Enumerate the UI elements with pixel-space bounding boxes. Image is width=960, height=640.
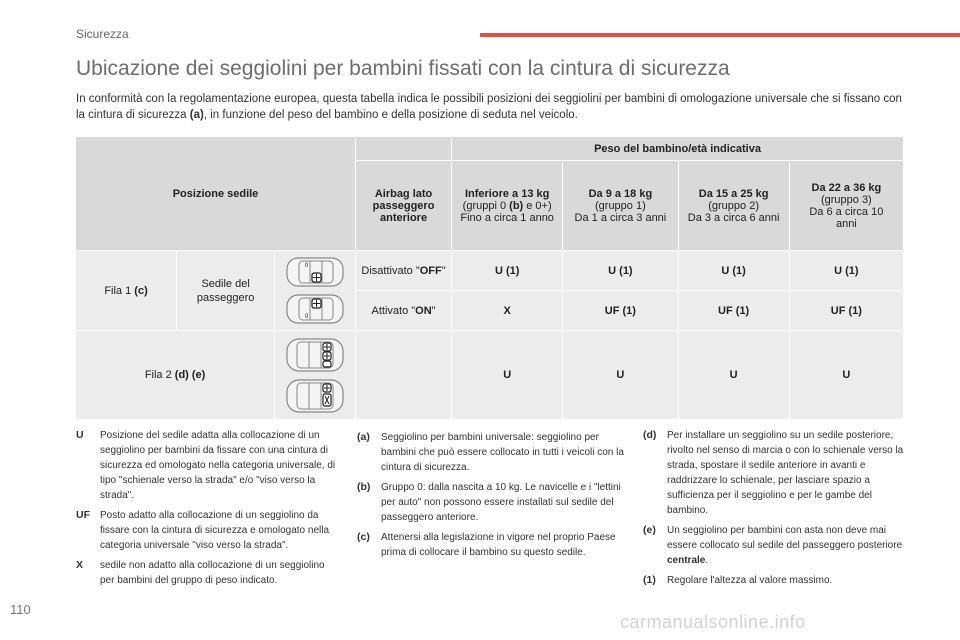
section-label: Sicurezza <box>76 27 129 41</box>
car-front-passenger-seat-icon <box>284 255 346 289</box>
child-seat-table <box>75 136 904 420</box>
footnote-key: (b) <box>357 481 371 493</box>
svg-text:0: 0 <box>305 263 309 269</box>
weight-header <box>452 137 904 161</box>
row1-seat-diagram <box>275 251 356 331</box>
footnote-e-bold: centrale <box>667 555 706 566</box>
row1-label-ref: (c) <box>134 284 148 297</box>
row2-seat-diagram <box>275 331 356 420</box>
intro-text-2: , in funzione del peso del bambino e della posizione di seduta nel veicolo. <box>203 109 578 121</box>
row2-value: U <box>452 331 563 420</box>
footnote-a <box>357 430 625 475</box>
footnote-text: Seggiolino per bambini universale: seggiolino per bambini che può essere collocato in tutti i veicoli con la cintura di sicurezza. <box>381 432 624 473</box>
footnote-text: sedile non adatto alla collocazione di un seggiolino per bambini del gruppo di peso indicato. <box>100 560 325 586</box>
intro-text-1: In conformità con la regolamentazione europea, questa tabella indica le possibili posizioni dei seggiolini per bambini di omologazione universale che si fissano con la cintura di sicurezza <box>76 93 902 121</box>
row1-seat-label: Sedile del passeggero <box>177 251 275 331</box>
airbag-on-cell <box>356 291 452 331</box>
row2-label-ref: (d) (e) <box>174 369 206 381</box>
airbag-off-pre: Disattivato " <box>361 264 420 277</box>
watermark: carmanualsonline.info <box>620 612 806 632</box>
group-1-age: Da 1 a circa 3 anni <box>574 211 667 224</box>
page-number: 110 <box>10 602 31 617</box>
footnotes-column-3 <box>643 428 905 593</box>
footnote-key: (e) <box>643 524 656 536</box>
footnote-key: X <box>76 559 84 571</box>
row2-value: U <box>678 331 789 420</box>
row1-on-value: X <box>452 291 563 331</box>
intro-ref-a: (a) <box>189 109 204 121</box>
group-2-weight: Da 15 a 25 kg <box>698 187 769 200</box>
footnote-text: Regolare l'altezza al valore massimo. <box>667 575 833 586</box>
footnote-c <box>357 530 625 560</box>
footnotes-column-1 <box>76 428 338 593</box>
footnote-text: Posto adatto alla collocazione di un seggiolino da fissare con la cintura di sicurezza e omologato nella categoria universale "viso verso la strada". <box>100 510 330 551</box>
group-2-group: (gruppo 2) <box>708 199 759 212</box>
row2-label-text: Fila 2 <box>144 369 175 381</box>
footnote-key: (d) <box>643 429 657 441</box>
airbag-on-pre: Attivato " <box>371 304 416 317</box>
footnote-text <box>667 523 905 568</box>
row2-value: U <box>563 331 678 420</box>
row1-label <box>76 251 177 331</box>
car-rear-seats-icon <box>284 336 346 374</box>
airbag-on-post: " <box>431 304 436 317</box>
footnote-key: (1) <box>643 574 656 586</box>
footnote-key: (c) <box>357 531 370 543</box>
row1-label-text: Fila 1 <box>104 284 135 297</box>
group-0-line2a: (gruppi 0 <box>462 199 510 212</box>
group-0-weight: Inferiore a 13 kg <box>464 187 550 200</box>
group-0-age: Fino a circa 1 anno <box>460 211 554 224</box>
footnotes-column-2 <box>357 430 625 565</box>
footnote-1 <box>643 573 905 588</box>
group-1-header <box>563 161 678 251</box>
row2-value: U <box>789 331 903 420</box>
group-3-weight: Da 22 a 36 kg <box>811 181 882 194</box>
row2-airbag-cell <box>356 331 452 420</box>
row1-on-value: UF (1) <box>563 291 678 331</box>
footnote-e-end: . <box>705 555 709 566</box>
weight-header-rest: /età indicativa <box>688 142 761 155</box>
row1-off-value: U (1) <box>789 251 903 291</box>
airbag-off-bold: OFF <box>419 264 442 277</box>
row2-label <box>76 331 275 420</box>
airbag-on-bold: ON <box>415 304 432 317</box>
airbag-off-post: " <box>441 264 446 277</box>
svg-text:0: 0 <box>305 314 309 320</box>
page-title: Ubicazione dei seggiolini per bambini fissati con la cintura di sicurezza <box>76 57 730 80</box>
group-0-header <box>452 161 563 251</box>
car-front-passenger-seat-icon <box>284 292 346 326</box>
group-3-group: (gruppo 3) <box>820 193 872 206</box>
group-2-header <box>678 161 789 251</box>
footnote-e <box>643 523 905 568</box>
group-3-header <box>789 161 903 251</box>
footnote-text: Attenersi alla legislazione in vigore nel proprio Paese prima di collocare il bambino su questo sedile. <box>381 532 616 558</box>
footnote-text: Per installare un seggiolino su un sedile posteriore, rivolto nel senso di marcia o con lo schienale verso la strada, spostare il sedile anteriore in avanti e raddrizzare lo schienale, per lasciare spazio a sufficienza per il seggiolino e per le gambe del bambino. <box>667 430 904 516</box>
row1-on-value: UF (1) <box>789 291 903 331</box>
airbag-off-cell <box>356 251 452 291</box>
footnote-key: U <box>76 429 84 441</box>
car-rear-seats-icon <box>284 377 346 415</box>
group-0-line2c: e 0+) <box>523 199 552 212</box>
footnote-key: UF <box>76 509 90 521</box>
footnote-key: (a) <box>357 431 370 443</box>
footnote-b <box>357 480 625 525</box>
footnote-uf <box>76 508 338 553</box>
row1-off-value: U (1) <box>678 251 789 291</box>
seat-position-header: Posizione sedile <box>76 137 356 251</box>
footnote-text: Posizione del sedile adatta alla collocazione di un seggiolino per bambini da fissare con una cintura di sicurezza ed omologato nella categoria universale, di tipo "schienale verso la strada" e/o "viso verso la strada". <box>100 430 336 501</box>
weight-header-bold: Peso del bambino <box>594 142 689 155</box>
row1-off-value: U (1) <box>452 251 563 291</box>
footnote-x <box>76 558 338 588</box>
row1-off-value: U (1) <box>563 251 678 291</box>
airbag-header: Airbag lato passeggero anteriore <box>356 161 452 251</box>
group-0-line2b: (b) <box>509 199 524 212</box>
group-1-group: (gruppo 1) <box>595 199 646 212</box>
group-3-age: Da 6 a circa 10 anni <box>809 205 884 230</box>
group-2-age: Da 3 a circa 6 anni <box>687 211 780 224</box>
intro-paragraph <box>76 91 908 123</box>
accent-bar <box>480 33 960 37</box>
footnote-e-text: Un seggiolino per bambini con asta non deve mai essere collocato sul sedile del passeggero posteriore <box>667 525 903 551</box>
footnote-u <box>76 428 338 503</box>
footnote-d <box>643 428 905 518</box>
row1-on-value: UF (1) <box>678 291 789 331</box>
footnote-text: Gruppo 0: dalla nascita a 10 kg. Le navicelle e i "lettini per auto" non possono essere installati sul sedile del passeggero anteriore. <box>381 482 621 523</box>
group-1-weight: Da 9 a 18 kg <box>588 187 653 200</box>
